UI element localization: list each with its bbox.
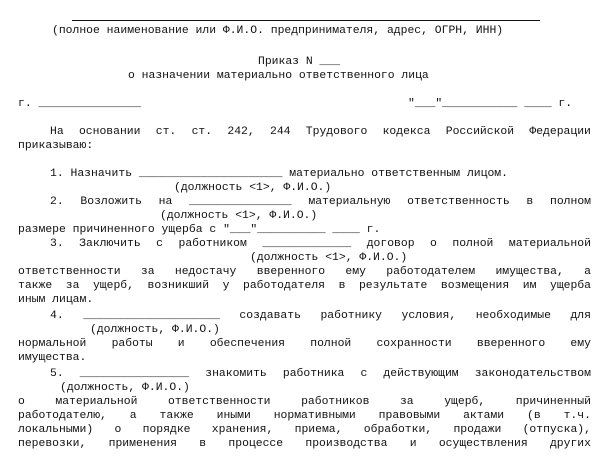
word: работодателю, [18,410,107,422]
word: Заключить [79,238,141,250]
word: материальной [55,396,138,408]
word: у [222,280,230,292]
item-4-line-1 [50,309,591,323]
item-5-line-2 [18,395,591,409]
item-3-line-1 [50,237,591,251]
word: _____________ [262,238,352,250]
item-1-text: 1. Назначить _____________________ материально ответственным лицом. [50,168,508,180]
item-4-caption: (должность, Ф.И.О.) [90,324,220,336]
word: 5. [50,368,64,380]
word: и [177,338,185,350]
word: в [199,438,207,450]
word: работодателя [242,280,326,292]
item-3-caption: (должность <1>, Ф.И.О.) [250,252,408,264]
word: а [584,266,591,278]
word: продажи [453,424,502,436]
word: Трудового [305,126,368,138]
word: ответственность [407,196,510,208]
item-3-line-3 [18,279,591,293]
word: работнику [320,310,382,322]
word: с [360,368,368,380]
word: нормативными [273,410,356,422]
word: кодекса [382,126,431,138]
item-5-caption: (должность, Ф.И.О.) [60,382,190,394]
word: 2. [50,196,64,208]
word: материальную [308,196,391,208]
word: 242, [227,126,255,138]
word: знакомить [205,368,267,380]
item-4-line-2 [18,337,591,351]
word: _______________ [189,196,292,208]
word: причиненный [515,396,591,408]
word: Российской [445,126,515,138]
word: перевозки, [18,438,87,450]
word: хранения, [211,424,274,436]
word: за [140,266,155,278]
item-2-line-1 [50,195,591,209]
date-field: "___"___________ ____ г. [408,98,573,110]
item-5-line-4 [18,423,591,437]
word: ст. [155,126,177,138]
word: На [50,126,64,138]
word: иными [216,410,251,422]
organization-caption: (полное наименование или Ф.И.О. предпринимателя, адрес, ОГРН, ИНН) [52,25,504,37]
word: порядке [142,424,191,436]
word: обеспечения [209,338,286,350]
order-subtitle: о назначении материально ответственного лица [128,70,429,82]
word: вверенного [476,338,546,350]
word: создавать [239,310,301,322]
word: ущерба [549,280,591,292]
word: за [65,280,80,292]
word: вверенного [256,266,326,278]
word: для [570,310,591,322]
item-2-caption: (должность <1>, Ф.И.О.) [160,210,318,222]
item-3-line-4: иным лицам. [18,294,94,306]
word: о [18,396,25,408]
item-5-line-5 [18,437,591,451]
word: материальной [508,238,591,250]
word: возникший [147,280,210,292]
word: нормальной [18,338,87,350]
word: ему [570,338,591,350]
word: действующим [383,368,459,380]
word: актами [463,410,505,422]
word: 244 [269,126,291,138]
word: им [522,280,537,292]
word: необходимые [475,310,551,322]
word: ст. [191,126,213,138]
word: о [430,238,437,250]
word: процессе [228,438,284,450]
word: законодательством [474,368,591,380]
word: т.ч. [563,410,591,422]
place-field: г. _______________ [18,98,142,110]
word: Федерации [529,126,591,138]
word: ущерб, [92,280,134,292]
word: ущерб, [444,396,486,408]
word: Возложить [80,196,142,208]
word: возмещения [440,280,510,292]
item-3-line-2 [18,265,591,279]
item-4-line-3: имущества. [18,352,87,364]
word: 4. [50,310,64,322]
word: (в [527,410,541,422]
word: условия, [401,310,457,322]
word: также [159,410,194,422]
organization-name-line [72,20,540,21]
word: работником [178,238,247,250]
word: в [338,280,346,292]
word: ответственности [18,266,121,278]
word: 3. [50,238,64,250]
word: полной [310,338,352,350]
word: за [399,396,414,408]
word: локальными) [18,424,94,436]
word: основании [78,126,141,138]
word: приема, [294,424,343,436]
word: ему [345,266,366,278]
word: договор [366,238,415,250]
word: на [158,196,173,208]
word: о [114,424,122,436]
word: с [156,238,164,250]
word: осуществления [438,438,528,450]
word: результате [358,280,428,292]
word: сохранности [376,338,452,350]
word: применения [108,438,177,450]
word: и [409,438,417,450]
word: производства [305,438,388,450]
preamble-line-1 [50,125,591,139]
word: работников [301,396,370,408]
word: правовыми [378,410,441,422]
item-1-caption: (должность <1>, Ф.И.О.) [174,182,332,194]
item-2-line-2: размере причиненного ущерба с "___"__________ ____ г. [18,224,381,236]
word: полной [452,238,494,250]
word: ____________________ [83,310,220,322]
word: также [18,280,53,292]
word: ответственности [167,396,271,408]
word: работодателем [386,266,476,278]
item-5-line-1 [50,367,591,381]
preamble-line-2: приказываю: [18,140,94,152]
word: ________________ [79,368,190,380]
word: полном [549,196,591,208]
word: обработки, [363,424,433,436]
order-title: Приказ N ___ [258,56,341,68]
word: имущества, [495,266,564,278]
item-5-line-3 [18,409,591,423]
word: в [526,196,534,208]
word: работника [282,368,345,380]
word: недостачу [174,266,237,278]
word: других [549,438,591,450]
word: (отпуска), [522,424,591,436]
word: а [129,410,137,422]
word: работы [111,338,153,350]
